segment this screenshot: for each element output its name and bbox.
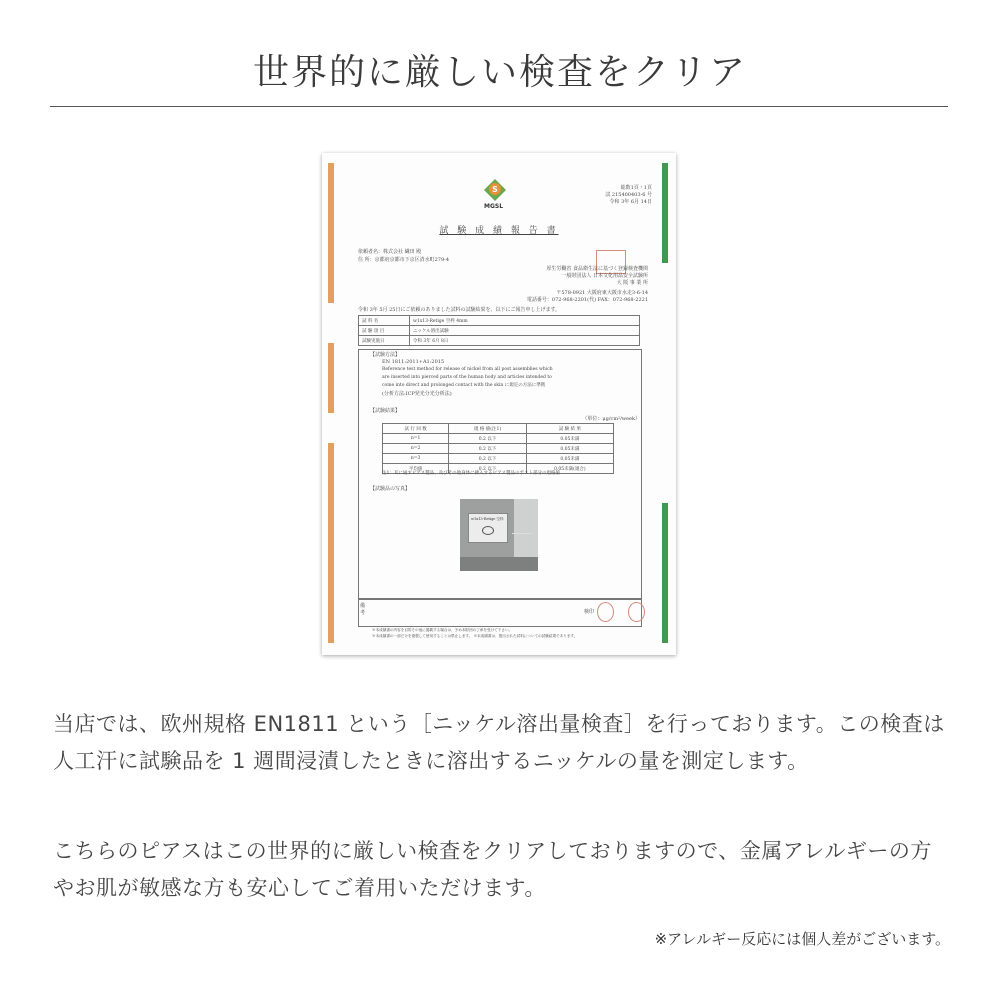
- method-line: (分析方法:ICP発光分光分析法): [382, 391, 452, 397]
- method-heading: 【試験方法】: [370, 352, 401, 358]
- table-cell: 0.05未満: [526, 444, 613, 454]
- method-line: Reference test method for release of nickel from all post assemblies which: [382, 367, 553, 372]
- method-line: EN 1811:2011+A1:2015: [382, 359, 445, 365]
- sample-card-label: w1x13-Retige 空枠: [471, 517, 504, 521]
- sample-info-table: [358, 315, 640, 346]
- sample-photo: [460, 499, 538, 571]
- mgsl-logo-icon: [483, 178, 507, 202]
- certificate-title: 試 験 成 績 報 告 書: [439, 226, 559, 236]
- table-cell: 0.2 以下: [449, 454, 527, 464]
- doc-pages: 総数1頁・1頁: [620, 185, 652, 191]
- photo-ruler: [460, 557, 538, 571]
- column-header: 試 験 結 果: [526, 424, 613, 434]
- inspector-seal-1: [597, 602, 614, 622]
- issuer-line-1: 厚生労働省 食品衛生法に基づく登録検査機関: [546, 266, 648, 272]
- table-cell: 0.05未満: [526, 434, 613, 444]
- table-cell: n=1: [383, 434, 449, 444]
- table-cell: 0.2 以下: [449, 464, 527, 474]
- info-label: 試 験 項 目: [359, 326, 410, 336]
- table-row: [359, 336, 640, 346]
- sample-card: [468, 513, 508, 543]
- table-cell: n=3: [383, 454, 449, 464]
- table-cell: 平均値: [383, 464, 449, 474]
- issuer-line-5: 電話番号：072-968-2201(代) FAX：072-968-2221: [526, 297, 648, 303]
- info-label: 試 料 名: [359, 316, 410, 326]
- inspection-label: 検印: [584, 609, 595, 615]
- right-bar-gap: [660, 263, 670, 503]
- results-note: 注1：耳に通すピアス製品、及びその他身体に挿入するピアス製品のポスト部分の規格値: [382, 471, 560, 476]
- doc-number: 試 215400403-6 号: [605, 192, 652, 198]
- earring-ring: [482, 526, 494, 535]
- page-title: 世界的に厳しい検査をクリア: [252, 52, 747, 93]
- photo-background: [514, 499, 538, 557]
- photo-heading: 【試験品の写真】: [370, 486, 411, 492]
- logo-text: MGSL: [484, 203, 504, 210]
- svg-text:S: S: [492, 185, 498, 194]
- earring-post: [512, 533, 532, 534]
- title-divider: [50, 106, 948, 107]
- results-table: [382, 423, 614, 474]
- column-header: 試 行 回 数: [383, 424, 449, 434]
- client-address: 住 所：京都府京都市下京区清水町279-4: [358, 257, 450, 263]
- issuer-line-2: 一般財団法人 日本文化用品安全試験所: [561, 273, 648, 279]
- description-paragraph-2: こちらのピアスはこの世界的に厳しい検査をクリアしておりますので、金属アレルギーの方やお肌が敏感な方も安心してご着用いただけます。: [53, 839, 932, 900]
- method-line: are inserted into pierced parts of the human body and articles intended to: [382, 375, 552, 380]
- column-header: 規 格 値(注1): [449, 424, 527, 434]
- results-heading: 【試験結果】: [370, 408, 401, 414]
- table-cell: 0.2 以下: [449, 444, 527, 454]
- info-label: 試験実施日: [359, 336, 410, 346]
- doc-date: 令和 3年 6月 14日: [609, 199, 652, 205]
- table-cell: 0.05未満: [526, 454, 613, 464]
- table-row: [383, 444, 614, 454]
- method-line: come into direct and prolonged contact with the skin に規定の方法に準拠: [382, 383, 546, 388]
- footnote-2: ※本成績書の一部だけを複製して使用することは禁止します。 ※本成績書は、提出された試料についての試験結果であります。: [372, 634, 578, 638]
- table-row: [383, 434, 614, 444]
- description-paragraph-1: 当店では、欧州規格 EN1811 という［ニッケル溶出量検査］を行っております。この検査は人工汗に試験品を 1 週間浸漬したときに溶出するニッケルの量を測定します。: [53, 712, 945, 773]
- info-value: w1x13-Retige 空枠 4mm: [410, 316, 640, 326]
- issuer-line-3: 大 阪 事 業 所: [616, 280, 648, 286]
- issuer-line-4: 〒578-0921 大阪府東大阪市水走3-6-14: [556, 290, 648, 296]
- table-header-row: [383, 424, 614, 434]
- inspector-seal-2: [628, 602, 645, 622]
- table-row: [383, 454, 614, 464]
- certificate-intro: 令和 3年 5月 25日にご依頼のありました試料の試験結果を、以下にご報告申し上げます。: [358, 307, 561, 313]
- table-row: [359, 316, 640, 326]
- remarks-label: 備 考: [360, 603, 366, 616]
- client-name: 依頼者名：株式会社 繊田 殿: [358, 249, 422, 255]
- table-row: [359, 326, 640, 336]
- table-cell: n=2: [383, 444, 449, 454]
- allergy-note: ※アレルギー反応には個人差がございます。: [654, 930, 950, 948]
- left-bar-gap: [326, 303, 336, 343]
- table-cell: 0.2 以下: [449, 434, 527, 444]
- footnote-1: ※本成績書の内容を目的その他に掲載する場合は、予め本財団の了承を受けて下さい。: [372, 628, 513, 632]
- results-unit: （単位：μg/cm²/week）: [582, 416, 640, 422]
- info-value: ニッケル溶出試験: [410, 326, 640, 336]
- left-bar-gap-2: [326, 413, 336, 443]
- table-cell: 0.05未満(適合): [526, 464, 613, 474]
- info-value: 令和 3年 6月 8日: [410, 336, 640, 346]
- test-certificate: [322, 153, 676, 655]
